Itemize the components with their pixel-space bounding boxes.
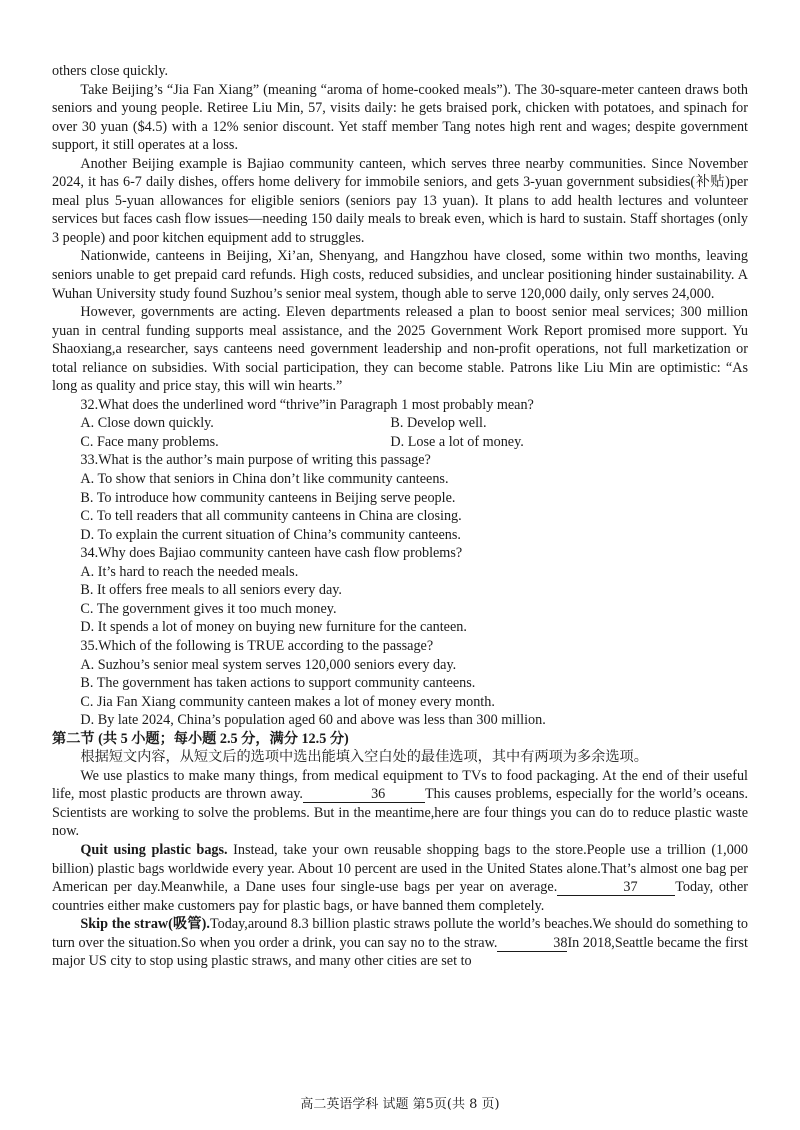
paragraph-heading: Quit using plastic bags.	[80, 841, 228, 858]
option-b: B. Develop well.	[390, 415, 487, 432]
question-stem: 32.What does the underlined word “thrive”in Paragraph 1 most probably mean?	[80, 396, 534, 413]
option-b: B. It offers free meals to all seniors every day.	[80, 582, 342, 599]
paragraph-jia-fan-xiang: Take Beijing’s “Jia Fan Xiang” (meaning “aroma of home-cooked meals”). The 30-square-meter canteen draws both seniors and young people. Retiree Liu Min, 57, visits daily: he gets braised pork, chicken with potatoes, and spinach for over 30 yuan ($4.5) with a 12% senior discount. Yet staff member Tang notes high rent and wages; despite government support, it still operates at a loss.	[52, 81, 748, 154]
blank-37[interactable]: 37	[557, 880, 675, 896]
option-c: C. The government gives it too much money.	[80, 600, 337, 617]
section-heading: 第二节 (共 5 小题；每小题 2.5 分，满分 12.5 分)	[52, 730, 349, 747]
paragraph-however: However, governments are acting. Eleven departments released a plan to boost senior meal services; 300 million yuan in central funding supports meal assistance, and the 2025 Government Work Report promised more support. Yu Shaoxiang,a researcher, says canteens need government leadership and non-profit operations, not full marketization or total reliance on subsidies. With social participation, they can become stable. Patrons like Liu Min are optimistic: “As long as quality and price stay, this will win hearts.”	[52, 304, 748, 395]
option-b: B. To introduce how community canteens in Beijing serve people.	[80, 489, 456, 506]
page-footer: 高二英语学科 试题 第5页(共 8 页)	[300, 1097, 500, 1112]
question-stem: 35.Which of the following is TRUE according to the passage?	[80, 637, 434, 654]
question-32	[52, 396, 748, 452]
exam-page	[52, 62, 748, 971]
text-run: We use plastics to make many things, from medical equipment to TVs to food packaging. At the end of their useful life, most plastic products are thrown away.	[52, 767, 748, 803]
paragraph-nationwide: Nationwide, canteens in Beijing, Xi’an, Shenyang, and Hangzhou have closed, some within two months, leaving seniors unable to get prepaid card refunds. High costs, reduced subsidies, and unclear positioning hinder sustainability. A Wuhan University study found Suzhou’s senior meal system, though able to serve 120,000 daily, only serves 24,000.	[52, 248, 748, 302]
passage-fragment: others close quickly.	[52, 63, 169, 79]
option-c: C. To tell readers that all community canteens in China are closing.	[80, 508, 462, 525]
option-d: D. It spends a lot of money on buying new furniture for the canteen.	[80, 619, 467, 636]
question-34	[52, 544, 748, 637]
option-b: B. The government has taken actions to support community canteens.	[80, 675, 476, 692]
options-row	[52, 433, 748, 452]
text-run: Today,around 8.3 billion plastic straws pollute the world’s beaches.We should do something to turn over the situation.So when you order a drink, you can say no to the straw.	[52, 916, 749, 951]
question-35	[52, 637, 748, 730]
question-stem: 33.What is the author’s main purpose of writing this passage?	[80, 452, 431, 469]
blank-38[interactable]: 38	[497, 936, 567, 952]
option-a: A. To show that seniors in China don’t like community canteens.	[80, 471, 449, 488]
cloze-paragraph-3	[52, 915, 748, 971]
paragraph-heading: Skip the straw(吸管).	[80, 916, 210, 933]
question-33	[52, 451, 748, 544]
option-a: A. Suzhou’s senior meal system serves 120,000 seniors every day.	[80, 656, 457, 673]
option-a: A. Close down quickly.	[80, 415, 214, 432]
text-run: Instead, take your own reusable shopping bags to the store.People use a trillion (1,000 billion) plastic bags worldwide every year. About 10 percent are used in the United States alone.That’s almost one bag per American per day.Meanwhile, a Dane uses four single-use bags per year on average.	[52, 841, 748, 896]
question-stem: 34.Why does Bajiao community canteen have cash flow problems?	[80, 545, 463, 562]
section-instruction: 根据短文内容，从短文后的选项中选出能填入空白处的最佳选项，其中有两项为多余选项。	[80, 749, 648, 766]
option-c: C. Face many problems.	[80, 433, 219, 450]
options-row	[52, 414, 748, 433]
cloze-paragraph-2	[52, 841, 748, 915]
option-a: A. It’s hard to reach the needed meals.	[80, 563, 299, 580]
option-c: C. Jia Fan Xiang community canteen makes a lot of money every month.	[80, 693, 495, 710]
option-d: D. To explain the current situation of China’s community canteens.	[80, 526, 461, 543]
option-d: D. By late 2024, China’s population aged 60 and above was less than 300 million.	[80, 712, 546, 729]
paragraph-bajiao: Another Beijing example is Bajiao community canteen, which serves three nearby communities. Since November 2024, it has 6-7 daily dishes, offers home delivery for immobile seniors, and gets 3-yuan government subsidies(补贴)per meal plus 5-yuan allowances for eligible seniors (seniors pay 13 yuan). It plans to add health lectures and volunteer services but faces cash flow issues—needing 150 daily meals to break even, which is hard to sustain. Staff shortages (only 3 people) and poor kitchen equipment add to struggles.	[52, 155, 748, 246]
option-d: D. Lose a lot of money.	[390, 433, 524, 450]
blank-36[interactable]: 36	[303, 787, 425, 803]
text-run: In 2018,Seattle became the first major US city to stop using plastic straws, and many other cities are set to	[52, 934, 748, 970]
cloze-paragraph-1	[52, 767, 748, 841]
text-run: Today, other countries either make customers pay for plastic bags, or have banned them completely.	[52, 879, 748, 914]
text-run: This causes problems, especially for the world’s oceans. Scientists are working to solve the problems. But in the meantime,here are four things you can do to reduce plastic waste now.	[52, 786, 748, 840]
